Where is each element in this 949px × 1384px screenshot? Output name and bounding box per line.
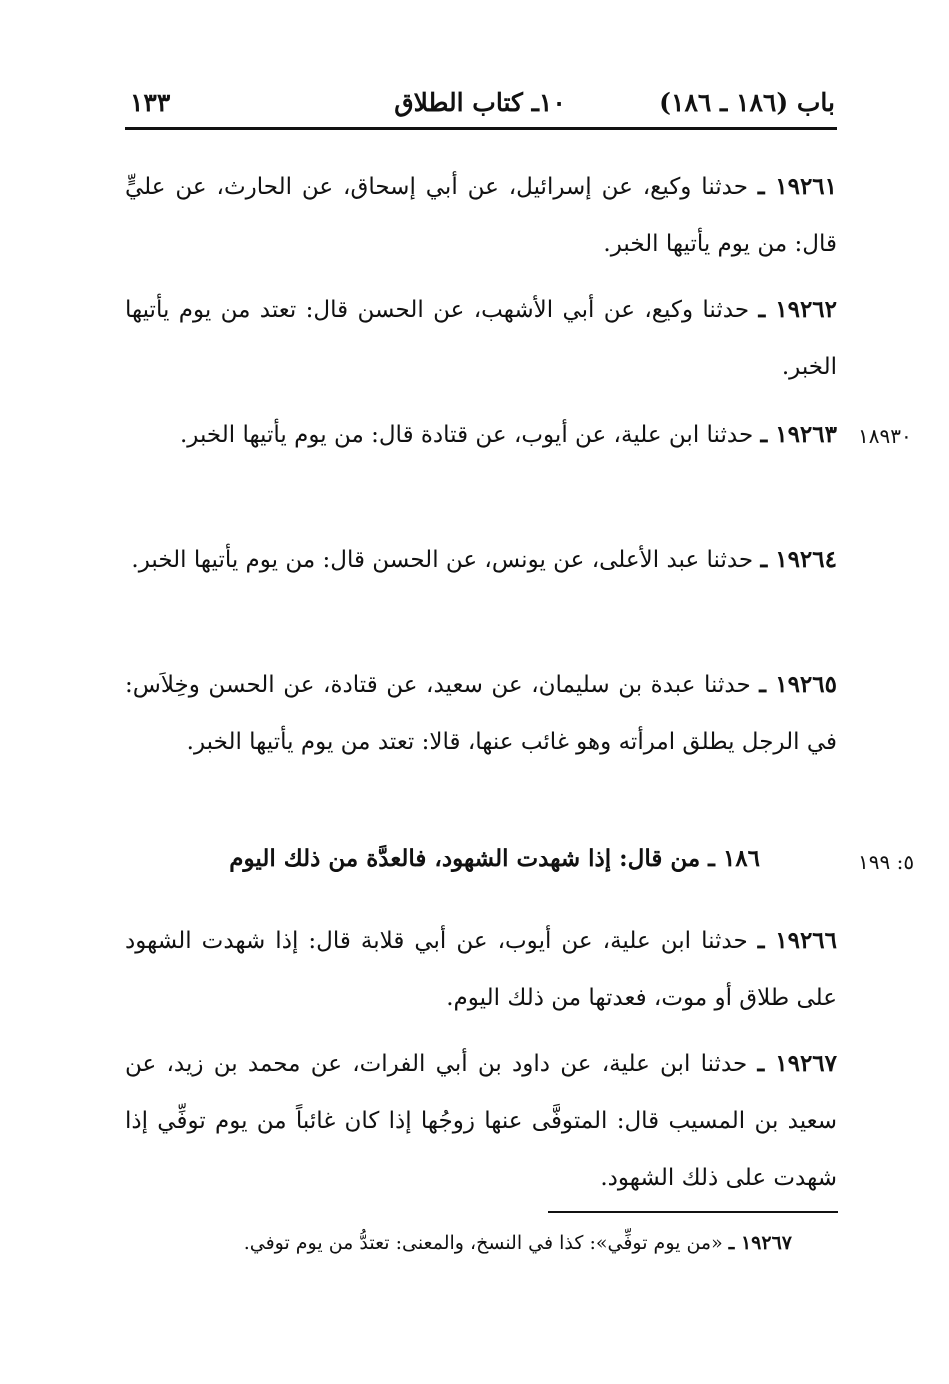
hadith-paragraph [125,281,837,396]
hadith-text: حدثنا ابن علية، عن أيوب، عن قتادة قال: من يوم يأتيها الخبر. [179,422,754,448]
footnote-divider [548,1211,838,1213]
header-divider [125,127,837,130]
hadith-paragraph [125,158,837,273]
hadith-number: ١٩٢٦٢ ـ [758,296,838,323]
hadith-number: ١٩٢٦١ ـ [757,173,838,200]
hadith-text: حدثنا وكيع، عن إسرائيل، عن أبي إسحاق، عن الحارث، عن عليٍّ قال: من يوم يأتيها الخبر. [125,174,837,257]
footnote [180,1232,792,1254]
hadith-paragraph [125,531,837,589]
hadith-paragraph [125,912,837,1027]
hadith-paragraph [125,1035,837,1207]
hadith-number: ١٩٢٦٣ ـ [760,421,837,448]
page-header [125,78,835,128]
hadith-number: ١٩٢٦٥ ـ [759,671,837,698]
footnote-text: «من يوم توفِّي»: كذا في النسخ، والمعنى: تعتدُّ من يوم توفي. [243,1232,723,1254]
hadith-text: حدثنا وكيع، عن أبي الأشهب، عن الحسن قال: تعتد من يوم يأتيها الخبر. [125,297,837,380]
margin-reference: ١٨٩٣٠ [858,424,912,448]
chapter-range: باب (١٨٦ ـ ١٨٦) [659,88,835,117]
book-title: ١٠ـ كتاب الطلاق [394,88,566,117]
hadith-number: ١٩٢٦٤ ـ [760,546,837,573]
page-number: ١٣٣ [130,88,171,117]
hadith-text: حدثنا ابن علية، عن داود بن أبي الفرات، عن محمد بن زيد، عن سعيد بن المسيب قال: المتوفَّى عنها زوجُها إذا كان غائباً من يوم توفِّي إذا شهدت على ذلك الشهود. [125,1051,837,1191]
hadith-number: ١٩٢٦٦ ـ [757,927,838,954]
footnote-number: ١٩٢٦٧ ـ [728,1232,792,1254]
hadith-text: حدثنا عبدة بن سليمان، عن سعيد، عن قتادة، عن الحسن وخِلاَس: في الرجل يطلق امرأته وهو غائب عنها، قالا: تعتد من يوم يأتيها الخبر. [125,672,837,755]
hadith-text: حدثنا ابن علية، عن أيوب، عن أبي قلابة قال: إذا شهدت الشهود على طلاق أو موت، فعدتها من ذلك اليوم. [125,928,837,1011]
margin-reference: ٥: ١٩٩ [858,850,915,874]
hadith-number: ١٩٢٦٧ ـ [757,1050,838,1077]
hadith-paragraph [125,406,837,464]
chapter-heading: ١٨٦ ـ من قال: إذا شهدت الشهود، فالعدَّة من ذلك اليوم [229,845,760,872]
hadith-paragraph [125,656,837,771]
hadith-text: حدثنا عبد الأعلى، عن يونس، عن الحسن قال: من يوم يأتيها الخبر. [131,547,754,573]
